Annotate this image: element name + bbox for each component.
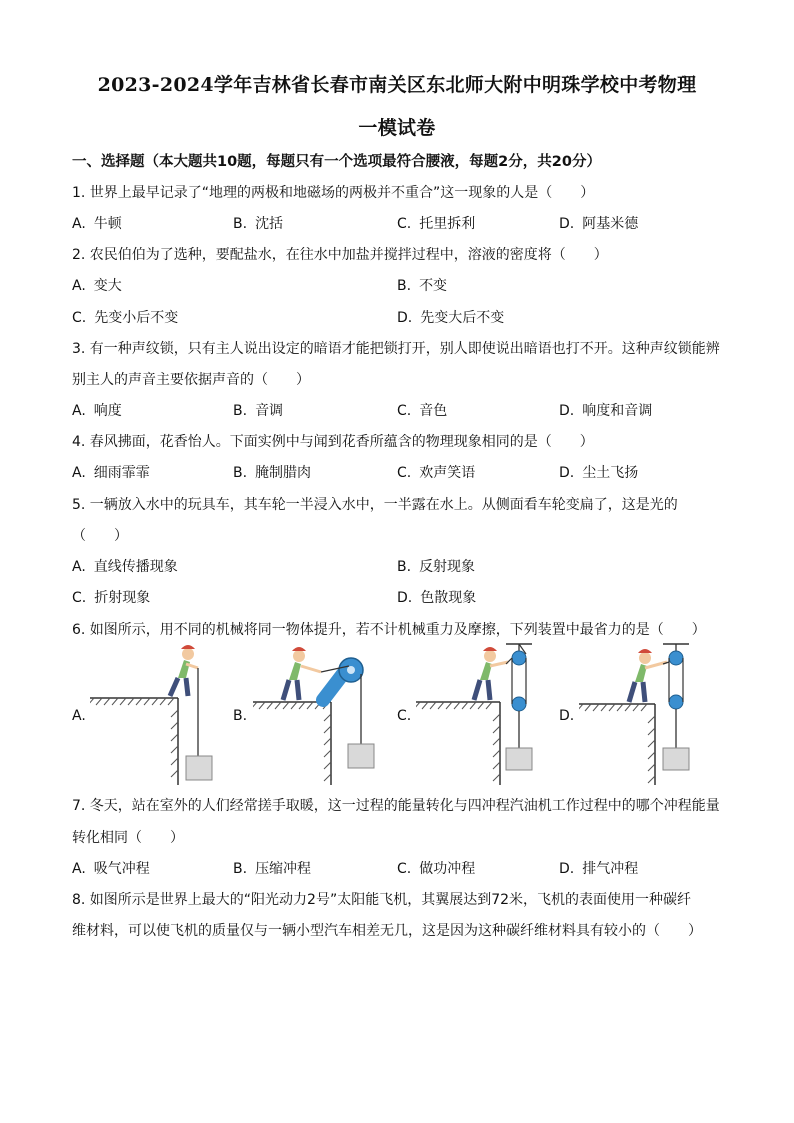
- question-2-option-a: A. 变大: [72, 278, 122, 294]
- question-3-option-d: D. 响度和音调: [559, 403, 653, 419]
- question-8-stem-line2: 维材料，可以使飞机的质量仅与一辆小型汽车相差无几，这是因为这种碳纤维材料具有较小的（ ）: [72, 923, 702, 939]
- question-7-stem-line2: 转化相同（ ）: [72, 830, 184, 846]
- question-5-option-b: B. 反射现象: [397, 559, 476, 575]
- figure-c-pulley-block: [416, 640, 546, 785]
- load-block: [348, 744, 374, 768]
- question-2-option-d: D. 先变大后不变: [397, 310, 505, 326]
- figure-d-pulley-block: [579, 640, 709, 785]
- load-block: [186, 756, 212, 780]
- exam-title-line2: 一模试卷: [358, 117, 436, 139]
- figure-a-direct-lift: [90, 640, 220, 785]
- question-1-option-a: A. 牛顿: [72, 216, 122, 232]
- movable-pulley-icon: [669, 695, 683, 709]
- question-7-option-b: B. 压缩冲程: [233, 861, 312, 877]
- question-1-option-b: B. 沈括: [233, 216, 284, 232]
- question-2-option-c: C. 先变小后不变: [72, 310, 179, 326]
- question-7-option-c: C. 做功冲程: [397, 861, 476, 877]
- load-block: [663, 748, 689, 770]
- question-5-option-d: D. 色散现象: [397, 590, 477, 606]
- question-4-option-a: A. 细雨霏霏: [72, 465, 150, 481]
- worker-icon: [283, 647, 321, 700]
- ground-ledge: [253, 702, 331, 785]
- question-5-stem-line2: （ ）: [72, 528, 128, 544]
- exam-title-line1: 2023-2024学年吉林省长春市南关区东北师大附中明珠学校中考物理: [97, 74, 697, 96]
- fixed-pulley-icon: [669, 651, 683, 665]
- question-5-option-c: C. 折射现象: [72, 590, 151, 606]
- figure-label-a: A.: [72, 708, 86, 724]
- question-1-option-c: C. 托里拆利: [397, 216, 476, 232]
- question-7-option-d: D. 排气冲程: [559, 861, 639, 877]
- figure-label-c: C.: [397, 708, 412, 724]
- movable-pulley-icon: [512, 697, 526, 711]
- question-4-option-c: C. 欢声笑语: [397, 465, 476, 481]
- worker-icon: [629, 649, 667, 702]
- figure-label-b: B.: [233, 708, 248, 724]
- question-4-option-d: D. 尘土飞扬: [559, 465, 639, 481]
- question-2-option-b: B. 不变: [397, 278, 448, 294]
- question-5-option-a: A. 直线传播现象: [72, 559, 178, 575]
- question-7-stem-line1: 7. 冬天，站在室外的人们经常搓手取暖，这一过程的能量转化与四冲程汽油机工作过程中的哪个冲程能量: [72, 798, 720, 814]
- question-8-stem-line1: 8. 如图所示是世界上最大的“阳光动力2号”太阳能飞机，其翼展达到72米，飞机的表面使用一种碳纤: [72, 892, 692, 908]
- question-5-stem-line1: 5. 一辆放入水中的玩具车，其车轮一半浸入水中，一半露在水上。从侧面看车轮变扁了，这是光的: [72, 497, 678, 513]
- figure-label-d: D.: [559, 708, 575, 724]
- question-4-stem: 4. 春风拂面，花香怡人。下面实例中与闻到花香所蕴含的物理现象相同的是（ ）: [72, 434, 594, 450]
- question-3-stem-line2: 别主人的声音主要依据声音的（ ）: [72, 372, 310, 388]
- question-3-option-b: B. 音调: [233, 403, 284, 419]
- question-7-option-a: A. 吸气冲程: [72, 861, 150, 877]
- figure-b-wheel-axle: [253, 640, 383, 785]
- ground-ledge: [416, 702, 500, 785]
- question-3-option-a: A. 响度: [72, 403, 122, 419]
- worker-icon: [170, 645, 198, 696]
- section-heading: 一、选择题（本大题共10题，每题只有一个选项最符合腰液，每题2分，共20分）: [72, 154, 601, 170]
- fixed-pulley-icon: [512, 651, 526, 665]
- question-2-stem: 2. 农民伯伯为了选种，要配盐水，在往水中加盐并搅拌过程中，溶液的密度将（ ）: [72, 247, 608, 263]
- ground-ledge: [90, 698, 178, 785]
- question-3-stem-line1: 3. 有一种声纹锁，只有主人说出设定的暗语才能把锁打开，别人即使说出暗语也打不开。这种声纹锁能辨: [72, 341, 720, 357]
- question-6-stem: 6. 如图所示，用不同的机械将同一物体提升，若不计机械重力及摩擦，下列装置中最省力的是（ ）: [72, 622, 706, 638]
- roller-pulley-icon: [323, 658, 363, 700]
- ground-ledge: [579, 704, 655, 785]
- worker-icon: [474, 647, 508, 700]
- load-block: [506, 748, 532, 770]
- question-1-option-d: D. 阿基米德: [559, 216, 639, 232]
- question-1-stem: 1. 世界上最早记录了“地理的两极和地磁场的两极并不重合”这一现象的人是（ ）: [72, 185, 595, 201]
- question-3-option-c: C. 音色: [397, 403, 448, 419]
- question-4-option-b: B. 腌制腊肉: [233, 465, 312, 481]
